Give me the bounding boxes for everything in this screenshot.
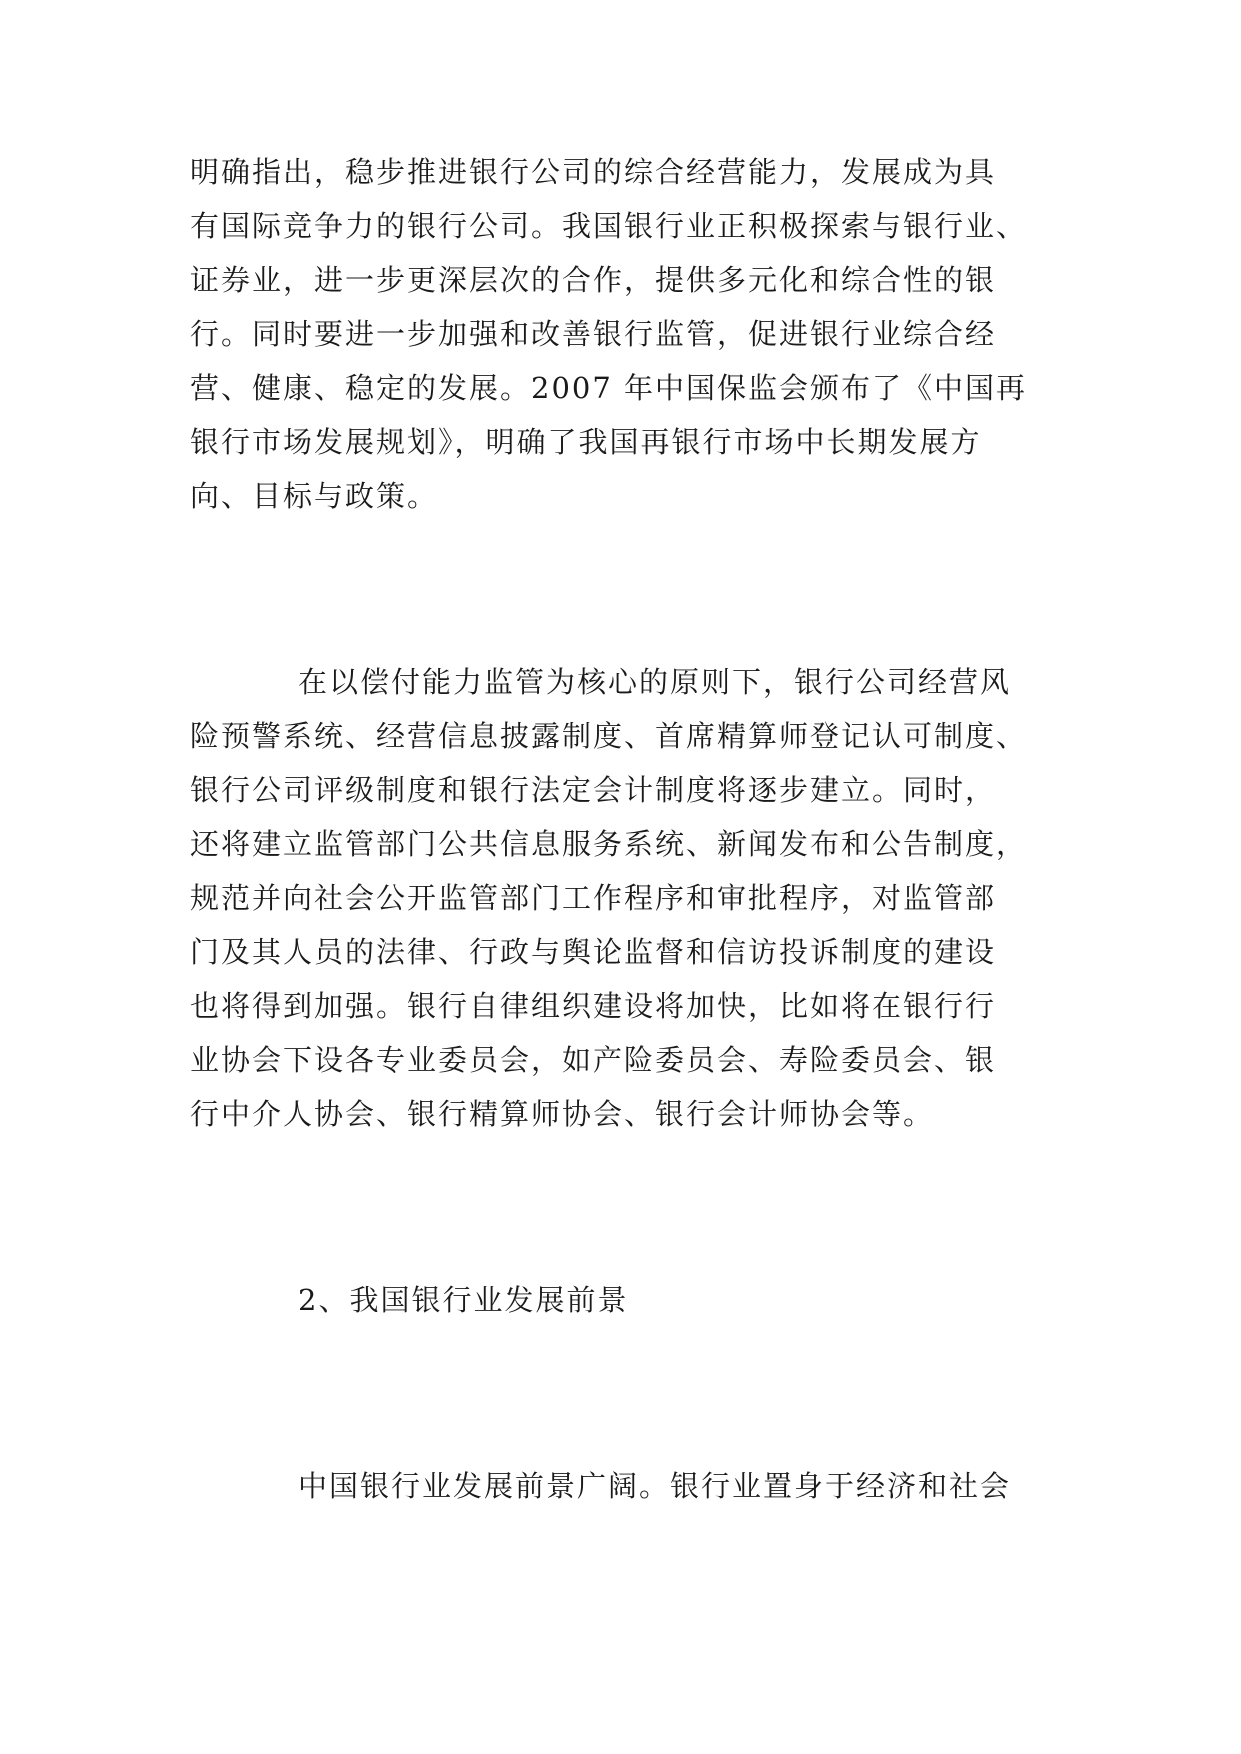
section-heading: 2、我国银行业发展前景 xyxy=(298,1283,629,1317)
paragraph-1-line-4: 行。同时要进一步加强和改善银行监管，促进银行业综合经 xyxy=(190,317,997,351)
paragraph-2-line-7: 也将得到加强。银行自律组织建设将加快，比如将在银行行 xyxy=(190,989,997,1023)
paragraph-2-line-3: 银行公司评级制度和银行法定会计制度将逐步建立。同时， xyxy=(190,773,997,807)
paragraph-1-line-3: 证券业，进一步更深层次的合作，提供多元化和综合性的银 xyxy=(190,263,997,297)
paragraph-2-line-1: 在以偿付能力监管为核心的原则下，银行公司经营风 xyxy=(298,665,1012,699)
paragraph-1-line-6: 银行市场发展规划》，明确了我国再银行市场中长期发展方 xyxy=(190,425,982,459)
paragraph-1-line-5: 营、健康、稳定的发展。2007 年中国保监会颁布了《中国再 xyxy=(190,371,1028,405)
paragraph-1-line-2: 有国际竞争力的银行公司。我国银行业正积极探索与银行业、 xyxy=(190,209,1028,243)
paragraph-2-line-4: 还将建立监管部门公共信息服务系统、新闻发布和公告制度， xyxy=(190,827,1028,861)
paragraph-2-line-9: 行中介人协会、银行精算师协会、银行会计师协会等。 xyxy=(190,1097,935,1131)
paragraph-1-line-7: 向、目标与政策。 xyxy=(190,479,439,513)
paragraph-3-line-1: 中国银行业发展前景广阔。银行业置身于经济和社会 xyxy=(298,1469,1012,1503)
paragraph-2-line-8: 业协会下设各专业委员会，如产险委员会、寿险委员会、银 xyxy=(190,1043,997,1077)
paragraph-2-line-5: 规范并向社会公开监管部门工作程序和审批程序，对监管部 xyxy=(190,881,997,915)
paragraph-1-line-1: 明确指出，稳步推进银行公司的综合经营能力，发展成为具 xyxy=(190,155,997,189)
paragraph-2-line-6: 门及其人员的法律、行政与舆论监督和信访投诉制度的建设 xyxy=(190,935,997,969)
paragraph-2-line-2: 险预警系统、经营信息披露制度、首席精算师登记认可制度、 xyxy=(190,719,1028,753)
